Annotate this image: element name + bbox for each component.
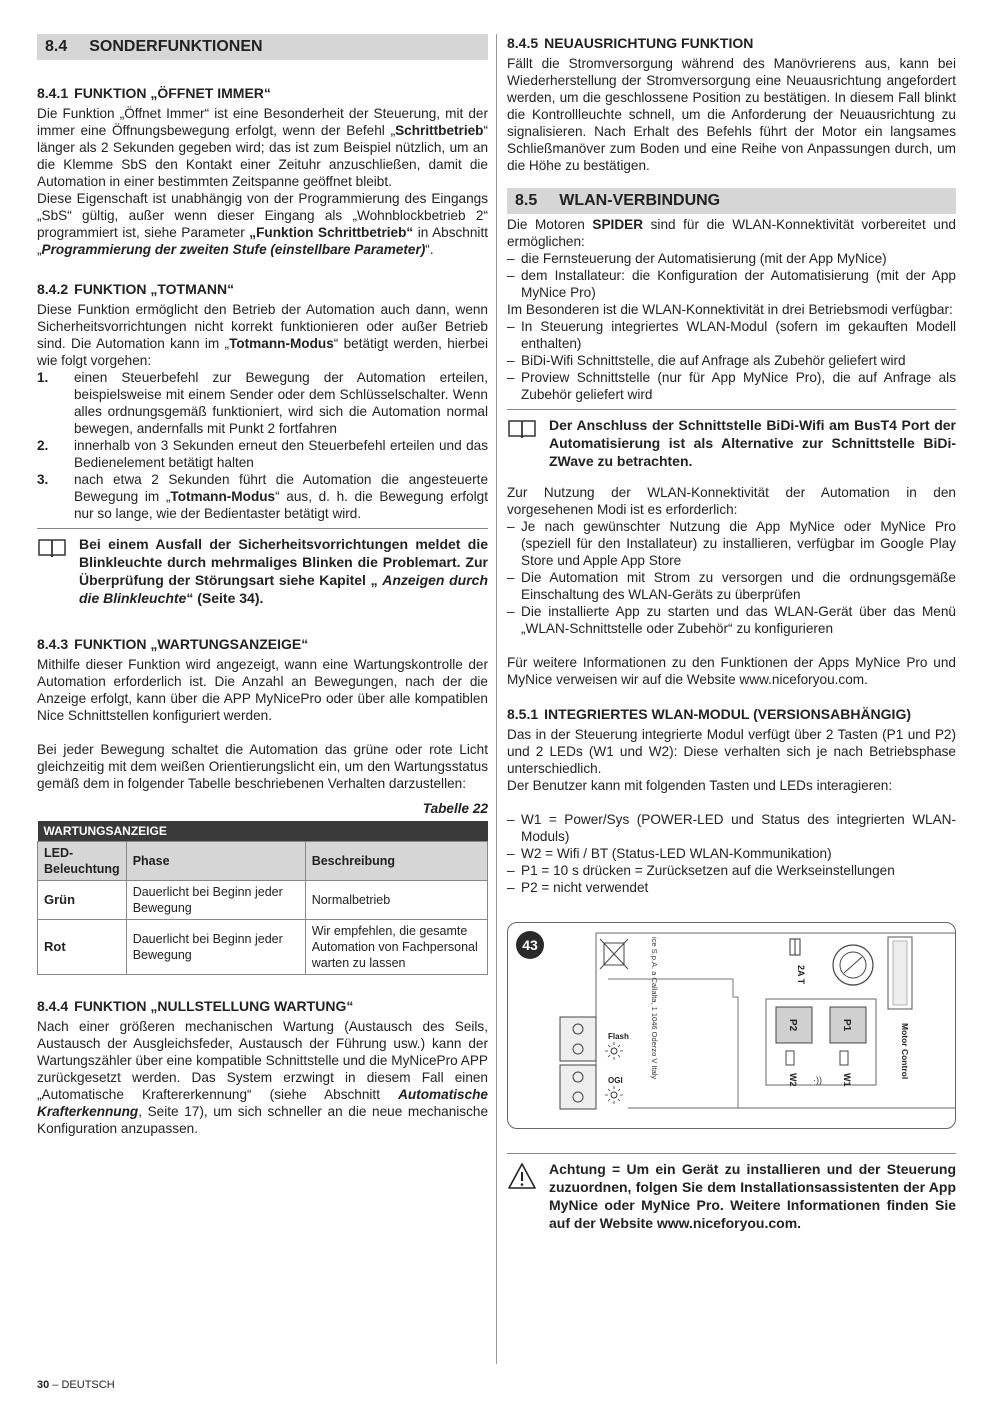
table-row [38, 920, 488, 975]
footer-language: – DEUTSCH [49, 1379, 115, 1391]
column-divider [496, 34, 497, 1364]
text: “ betätigt werden, hierbei wie folgt vorgehen: [37, 336, 489, 368]
item-text: BiDi-Wifi Schnittstelle, die auf Anfrage als Zubehör geliefert wird [521, 353, 906, 368]
wifi-signal-icon: ·)) [813, 1075, 822, 1085]
list-item: – W2 = Wifi / BT (Status-LED WLAN-Kommunikation) [507, 846, 832, 861]
item-text: P2 = nicht verwendet [521, 880, 649, 895]
list-item: – P2 = nicht verwendet [507, 880, 649, 895]
board-trace [608, 979, 738, 1108]
maintenance-table [37, 821, 488, 975]
text: “ länger als 2 Sekunden gegeben wird; das ist zum Beispiel nützlich, um an die Klemme SbS den Kontakt einer Zeituhr anzuschließen, damit die Automation in einer bestimmten Zeitspanne geöffnet bleibt. [37, 123, 488, 189]
item-text: W1 = Power/Sys (POWER-LED und Status des integrierten WLAN-Moduls) [521, 812, 956, 844]
p1-label: P1 [841, 1019, 852, 1032]
list-item [37, 369, 488, 437]
paragraph [37, 301, 488, 369]
bold-italic-text: Programmierung der zweiten Stufe (einstellbare Parameter) [41, 242, 426, 257]
paragraph: Im Besonderen ist die WLAN-Konnektivität in drei Betriebsmodi verfügbar: [507, 302, 953, 317]
paragraph: Der Benutzer kann mit folgenden Tasten und LEDs interagieren: [507, 778, 893, 793]
heading-number: 8.4.3 [37, 636, 69, 652]
ogi-label: OGI [608, 1076, 623, 1085]
bold-text: Totmann-Modus [170, 489, 276, 504]
section-title: WLAN-VERBINDUNG [559, 192, 721, 209]
terminal-block-ogi [560, 1065, 596, 1109]
text: sind für die WLAN-Konnektivität vorbereitet und ermöglichen: [507, 217, 956, 249]
fuse-icon [790, 939, 800, 955]
bold-text: Schrittbetrieb [395, 123, 484, 138]
paragraph: Mithilfe dieser Funktion wird angezeigt, wann eine Wartungskontrolle der Automation erforderlich ist. Die Anzahl an Bewegungen, nach der die Anzeige erfolgt, kann über die APP MyNicePro oder über alle kompatiblen Nice Schnittstellen konfiguriert werden. [37, 657, 488, 723]
item-text: Die Automation mit Strom zu versorgen und die ordnungsgemäße Einschaltung des WLAN-Geräts zu überprüfen [521, 570, 956, 602]
heading-number: 8.4.4 [37, 998, 69, 1014]
paragraph: Bei jeder Bewegung schaltet die Automation das grüne oder rote Licht gleichzeitig mit dem weißen Orientierungslicht ein, um den Wartungsstatus gemäß dem in folgender Tabelle beschriebenen Verhalten darzustellen: [37, 742, 488, 791]
column-header: Phase [126, 842, 305, 881]
manufacturer-text: ice S.p.A. a Callalta, 1 1046 Oderzo V Italy [650, 937, 659, 1080]
fuse-label: 2A T [796, 965, 806, 985]
weee-bin-icon [600, 939, 628, 969]
heading-number: 8.4.5 [507, 35, 539, 51]
item-text: dem Installateur: die Konfiguration der Automatisierung (mit der App MyNice Pro) [521, 268, 956, 300]
list-item: – W1 = Power/Sys (POWER-LED und Status des integrierten WLAN-Moduls) [507, 812, 956, 844]
list-item [37, 437, 488, 471]
ogi-light-icon [605, 1086, 623, 1104]
section-number: 8.4 [45, 38, 68, 55]
list-item: – BiDi-Wifi Schnittstelle, die auf Anfrage als Zubehör geliefert wird [507, 353, 906, 368]
mode-list [507, 318, 956, 403]
list-item: – dem Installateur: die Konfiguration der Automatisierung (mit der App MyNice Pro) [507, 268, 956, 300]
heading-8-4-4 [37, 997, 488, 1015]
bold-text: Totmann-Modus [229, 336, 334, 351]
list-item: – Je nach gewünschter Nutzung die App MyNice oder MyNice Pro (speziell für den Installateur) zu installieren, verfügbar im Google Play Store und Apple App Store [507, 519, 956, 568]
terminal-block-flash [560, 1017, 596, 1061]
control-board-diagram [508, 923, 955, 1128]
table-cell: Dauerlicht bei Beginn jeder Bewegung [126, 881, 305, 920]
section-heading-8-4 [37, 34, 488, 60]
feature-list [507, 250, 956, 301]
section-number: 8.5 [515, 192, 538, 209]
heading-title: FUNKTION „ÖFFNET IMMER“ [74, 85, 271, 101]
w1-label: W1 [842, 1073, 852, 1087]
item-number: 3. [37, 472, 49, 487]
paragraph: Das in der Steuerung integrierte Modul verfügt über 2 Tasten (P1 und P2) und 2 LEDs (W1 und W2): Diese verhalten sich je nach Betriebsphase unterschiedlich. [507, 727, 956, 776]
w2-led [786, 1051, 794, 1065]
paragraph: Zur Nutzung der WLAN-Konnektivität der Automation in den vorgesehenen Modi ist es erforderlich: [507, 485, 956, 517]
paragraph [507, 216, 956, 250]
right-column [507, 34, 956, 1232]
warning-icon [507, 1162, 537, 1190]
text: Diese Eigenschaft ist unabhängig von der Programmierung des Eingangs „SbS“ gültig, außer wenn dieser Eingang als „Wohnblockbetrieb 2“ programmiert ist, siehe Parameter [37, 191, 488, 240]
section-title: SONDERFUNKTIONEN [89, 38, 263, 55]
heading-title: FUNKTION „WARTUNGSANZEIGE“ [74, 636, 309, 652]
heading-8-4-3 [37, 635, 488, 653]
w2-label: W2 [788, 1073, 798, 1087]
item-text: W2 = Wifi / BT (Status-LED WLAN-Kommunikation) [521, 846, 832, 861]
book-icon [507, 418, 537, 440]
table-caption: Tabelle 22 [422, 801, 488, 816]
heading-title: INTEGRIERTES WLAN-MODUL (VERSIONSABHÄNGIG) [544, 706, 911, 722]
bold-text: „Funktion Schrittbetrieb“ [249, 225, 414, 240]
text: Die Funktion „Öffnet Immer“ ist eine Besonderheit der Steuerung, mit der immer eine Öffnungsbewegung erfolgt, wenn der Befehl „ [37, 106, 488, 138]
heading-number: 8.4.2 [37, 281, 69, 297]
section-heading-8-5 [507, 188, 956, 214]
p2-label: P2 [787, 1019, 798, 1032]
paragraph: Fällt die Stromversorgung während des Manövrierens aus, kann bei Wiederherstellung der Stromversorgung eine Neuausrichtung angefordert werden, um die geschlossene Position zu bestätigen. In diesem Fall blinkt die Kontrollleuchte schnell, um die Anforderung der Neuausrichtung zu signalisieren. Nach Erhalt des Befehls führt der Motor ein langsames Schließmanöver zum Boden und eine Reihe von Anpassungen durch, um die Höhe zu bestätigen. [507, 56, 956, 173]
table-cell: Rot [38, 920, 127, 975]
column-header: Beschreibung [305, 842, 487, 881]
table-cell: Wir empfehlen, die gesamte Automation von Fachpersonal warten zu lassen [305, 920, 487, 975]
item-text: In Steuerung integriertes WLAN-Modul (sofern im gekauften Modell enthalten) [521, 319, 956, 351]
note-italic-text: Anzeigen durch die Blinkleuchte [79, 572, 488, 606]
item-text: Je nach gewünschter Nutzung die App MyNice oder MyNice Pro (speziell für den Installateur) zu installieren, verfügbar im Google Play Store und Apple App Store [521, 519, 956, 568]
paragraph [37, 1018, 488, 1137]
text: in Abschnitt „ [37, 225, 488, 257]
w1-led [840, 1051, 848, 1065]
note-text: “ (Seite 34). [186, 590, 264, 606]
flash-light-icon [605, 1042, 623, 1060]
figure-number: 43 [522, 937, 538, 953]
text: “. [425, 242, 434, 257]
list-item: – Die installierte App zu starten und das WLAN-Gerät über das Menü „WLAN-Schnittstelle oder Zubehör“ zu konfigurieren [507, 604, 956, 636]
note-text: Der Anschluss der Schnittstelle BiDi-Wifi am BusT4 Port der Automatisierung ist als Alternative zur Schnittstelle BiDi-ZWave zu betrachten. [549, 417, 956, 469]
text: Nach einer größeren mechanischen Wartung (Austausch des Seils, Austausch der Ausgleichsfeder, Austausch der Führung usw.) kann der Wartungszähler über eine kompatible Schnittstelle und die MyNicePro APP zurückgesetzt werden. Das System erzwingt in diesem Fall einen „Automatische Kraftererkennung“ (siehe Abschnitt [37, 1019, 488, 1102]
note-text: Bei einem Ausfall der Sicherheitsvorrichtungen meldet die Blinkleuchte durch mehrmaliges Blinken die Problemart. Zur Überprüfung der Störungsart siehe Kapitel „ [79, 536, 488, 588]
heading-title: FUNKTION „NULLSTELLUNG WARTUNG“ [74, 998, 354, 1014]
heading-number: 8.5.1 [507, 706, 539, 722]
note-box [507, 416, 956, 470]
list-item: – P1 = 10 s drücken = Zurücksetzen auf die Werkseinstellungen [507, 863, 895, 878]
motor-control-label: Motor Control [900, 1023, 910, 1080]
figure-43 [507, 922, 956, 1129]
heading-title: NEUAUSRICHTUNG FUNKTION [544, 35, 754, 51]
list-item: – Die Automation mit Strom zu versorgen und die ordnungsgemäße Einschaltung des WLAN-Geräts zu überprüfen [507, 570, 956, 602]
table-title: WARTUNGSANZEIGE [38, 821, 488, 842]
requirements-list [507, 518, 956, 637]
list-item: – Proview Schnittstelle (nur für App MyNice Pro), die auf Anfrage als Zubehör geliefert wird [507, 370, 956, 402]
page-footer [37, 1377, 115, 1394]
list-item: – die Fernsteuerung der Automatisierung (mit der App MyNice) [507, 251, 887, 266]
heading-8-4-2 [37, 280, 488, 298]
heading-number: 8.4.1 [37, 85, 69, 101]
text: Die Motoren [507, 217, 593, 232]
item-text: Proview Schnittstelle (nur für App MyNice Pro), die auf Anfrage als Zubehör geliefert wird [521, 370, 956, 402]
note-box [37, 535, 488, 607]
table-cell: Dauerlicht bei Beginn jeder Bewegung [126, 920, 305, 975]
heading-8-5-1 [507, 705, 956, 723]
text: , Seite 17), um sich schneller an die neue mechanische Konfiguration anzupassen. [37, 1104, 488, 1136]
item-text: einen Steuerbefehl zur Bewegung der Automation erteilen, beispielsweise mit einem Sender oder dem Schlüsselschalter. Wenn alles ordnungsgemäß funktioniert, wird sich die Automation normal bewegen, andernfalls mit Punkt 2 fortfahren [74, 370, 488, 436]
item-text: innerhalb von 3 Sekunden erneut den Steuerbefehl erteilen und das Bedienelement betätigt halten [74, 438, 488, 470]
left-column [37, 34, 488, 1137]
table-cell: Grün [38, 881, 127, 920]
bold-italic-text: Automatische Krafterkennung [37, 1087, 488, 1119]
paragraph [37, 105, 488, 190]
heading-8-4-1 [37, 84, 488, 102]
item-text: “ aus, d. h. die Bewegung erfolgt nur so lange, wie der Bedientaster betätigt wird. [74, 489, 488, 521]
paragraph: Für weitere Informationen zu den Funktionen der Apps MyNice Pro und MyNice verweisen wir auf die Website www.niceforyou.com. [507, 655, 956, 687]
heading-8-4-5 [507, 34, 956, 52]
text: Diese Funktion ermöglicht den Betrieb der Automation auch dann, wenn Sicherheitsvorrichtungen nicht korrekt funktionieren oder außer Betrieb sind. Die Automation kann im „ [37, 302, 488, 351]
column-header: LED-Beleuchtung [38, 842, 127, 881]
item-text: nach etwa 2 Sekunden führt die Automation die angesteuerte Bewegung im „ [74, 472, 488, 504]
warning-box [507, 1160, 956, 1232]
table-row [38, 881, 488, 920]
item-number: 2. [37, 438, 49, 453]
list-item [37, 471, 488, 522]
flash-label: Flash [608, 1032, 629, 1041]
page-number: 30 [37, 1379, 50, 1391]
bold-text: SPIDER [592, 217, 644, 232]
table-cell: Normalbetrieb [305, 881, 487, 920]
warning-text: Achtung = Um ein Gerät zu installieren und der Steuerung zuzuordnen, folgen Sie dem Installationsassistenten der App MyNice oder MyNice Pro. Weitere Informationen finden Sie auf der Website www.niceforyou.com. [549, 1161, 956, 1231]
paragraph [37, 190, 488, 258]
item-text: die Fernsteuerung der Automatisierung (mit der App MyNice) [521, 251, 887, 266]
book-icon [37, 537, 67, 559]
steps-list [37, 369, 488, 522]
heading-title: FUNKTION „TOTMANN“ [74, 281, 235, 297]
item-number: 1. [37, 370, 49, 385]
item-text: Die installierte App zu starten und das WLAN-Gerät über das Menü „WLAN-Schnittstelle oder Zubehör“ zu konfigurieren [521, 604, 956, 636]
list-item: – In Steuerung integriertes WLAN-Modul (sofern im gekauften Modell enthalten) [507, 319, 956, 351]
controls-list [507, 811, 956, 896]
item-text: P1 = 10 s drücken = Zurücksetzen auf die Werkseinstellungen [521, 863, 895, 878]
